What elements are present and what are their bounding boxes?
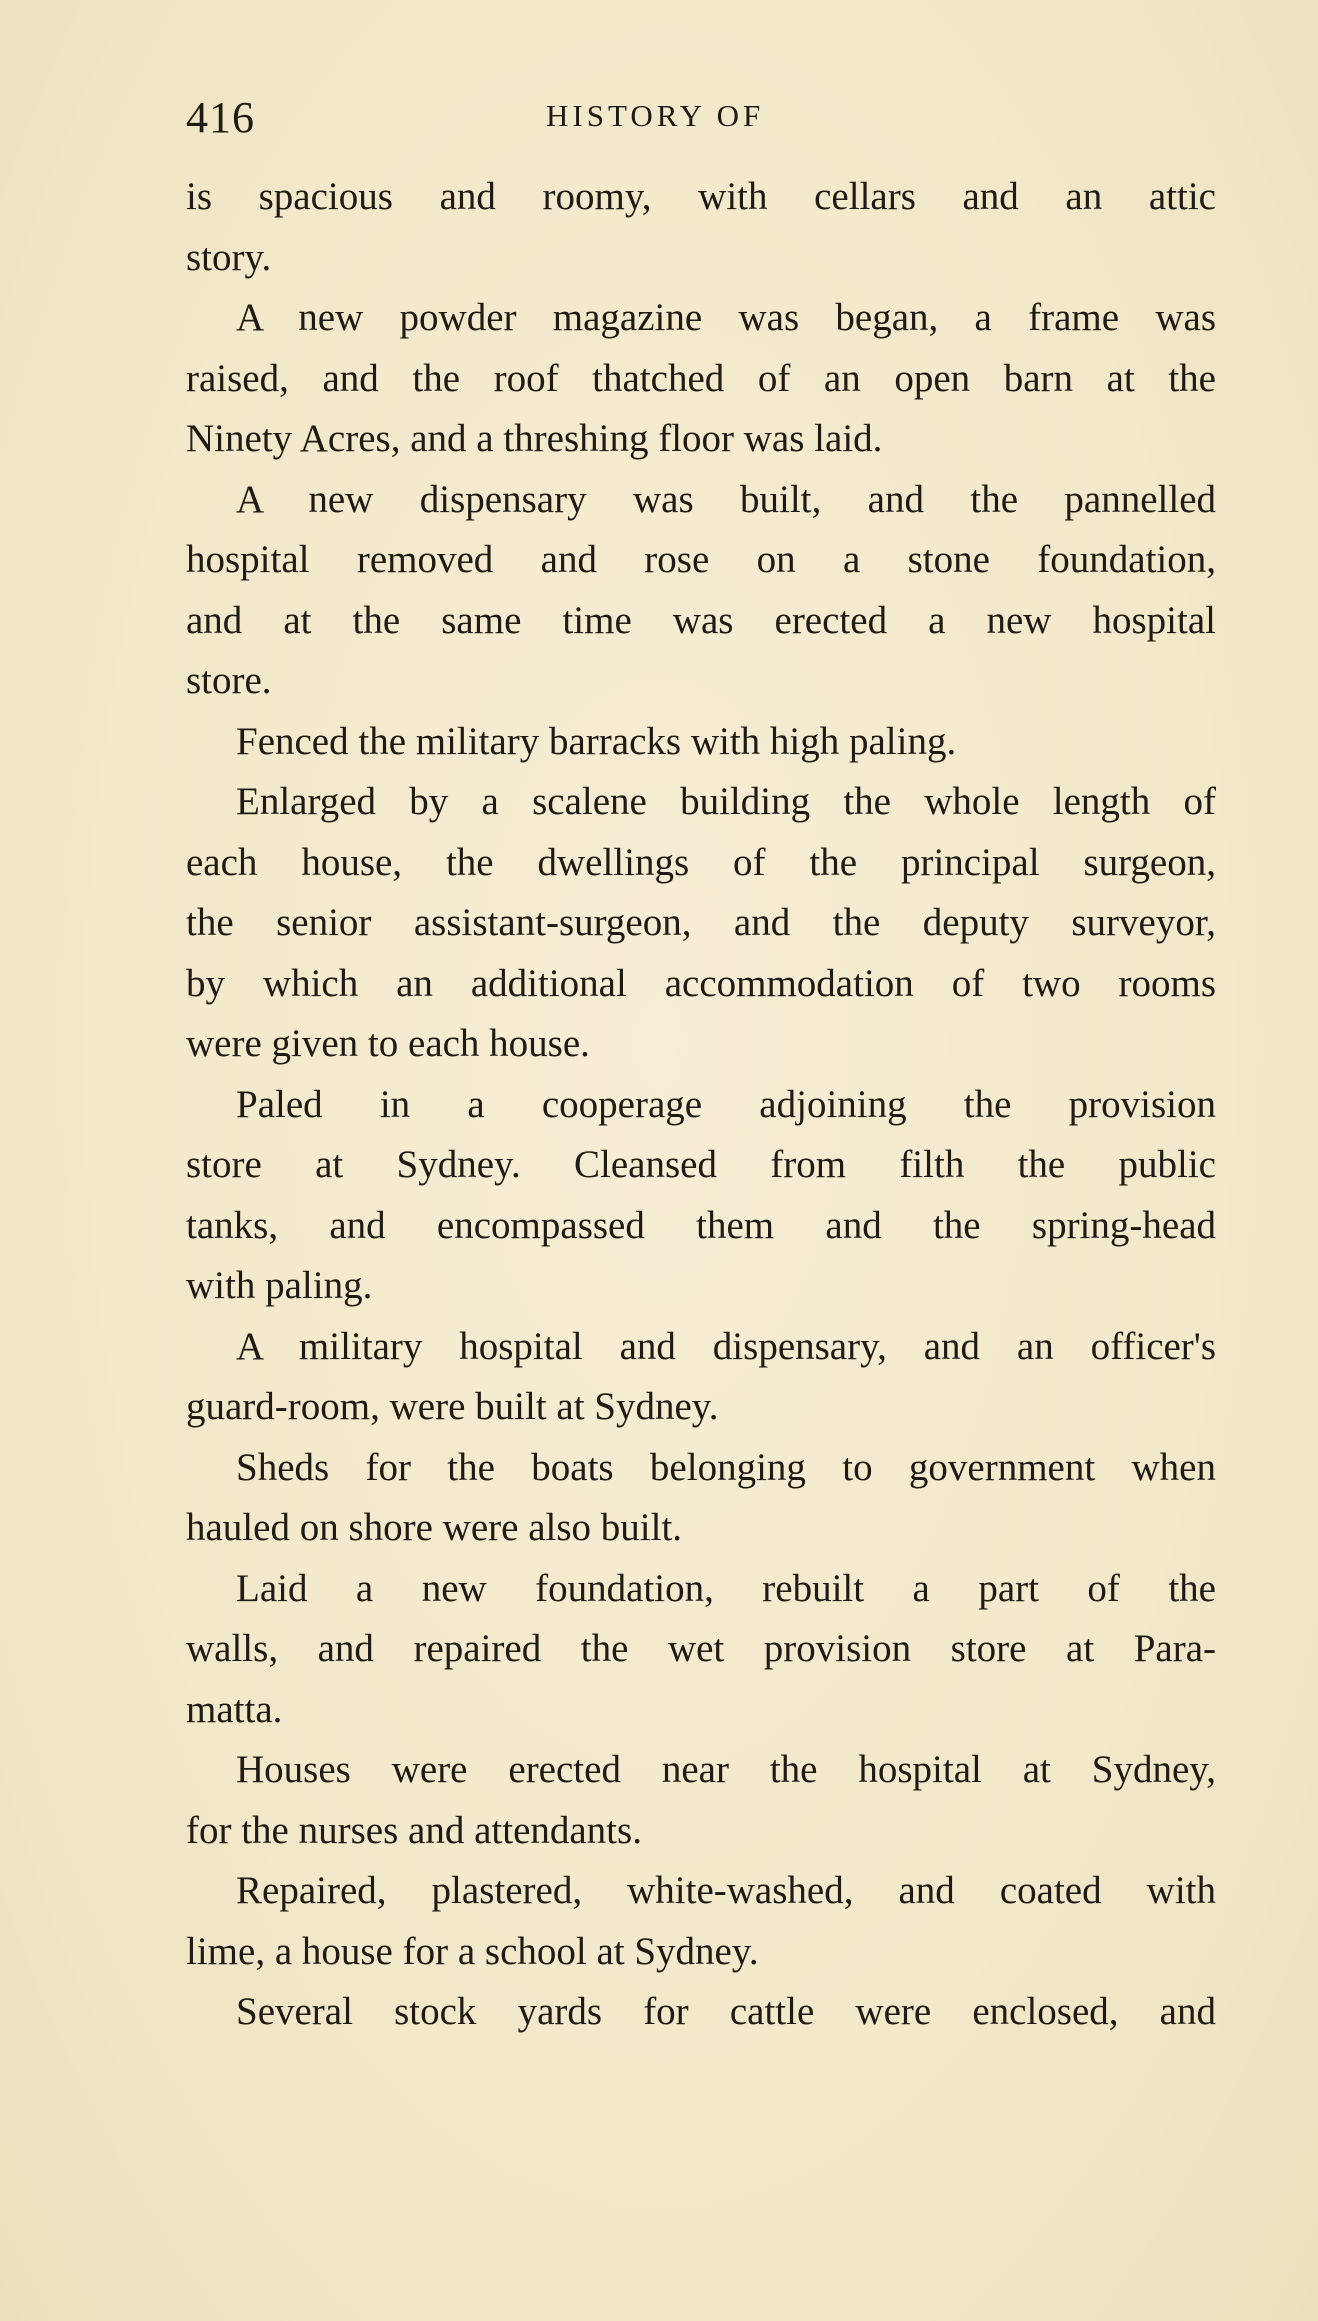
text-line: store at Sydney. Cleansed from filth the public [186,1143,1216,1186]
text-line: guard-room, were built at Sydney. [186,1385,719,1428]
text-line: with paling. [186,1264,373,1307]
text-line: is spacious and roomy, with cellars and an attic [186,175,1216,218]
text-line: hospital removed and rose on a stone foundation, [186,538,1216,581]
text-line: hauled on shore were also built. [186,1506,683,1549]
running-title: HISTORY OF [546,98,765,133]
text-line: each house, the dwellings of the principal surgeon, [186,840,1216,884]
text-line: for the nurses and attendants. [186,1808,642,1852]
text-line: story. [186,235,272,279]
text-line: walls, and repaired the wet provision store at Para- [186,1627,1216,1670]
text-line: tanks, and encompassed them and the spring-head [186,1203,1216,1247]
text-line: A new dispensary was built, and the pannelled [236,477,1216,521]
text-line: Repaired, plastered, white-washed, and coated with [236,1869,1216,1912]
text-line: Paled in a cooperage adjoining the provision [236,1082,1216,1126]
text-line: and at the same time was erected a new hospital [186,598,1216,642]
text-line: A military hospital and dispensary, and an officer's [236,1324,1216,1368]
text-line: matta. [186,1687,283,1731]
text-line: were given to each house. [186,1022,590,1065]
text-line: the senior assistant-surgeon, and the deputy surveyor, [186,901,1216,944]
text-line: A new powder magazine was began, a frame was [236,296,1216,339]
page-number: 416 [186,93,255,142]
text-line: Sheds for the boats belonging to government when [236,1445,1216,1489]
body-text [186,167,1216,2043]
text-line: Fenced the military barracks with high paling. [236,719,957,763]
text-line: store. [186,659,272,702]
running-head [186,92,1216,142]
text-line: Several stock yards for cattle were enclosed, and [236,1990,1216,2033]
text-line: Ninety Acres, and a threshing floor was laid. [186,417,883,460]
text-line: Houses were erected near the hospital at Sydney, [236,1748,1216,1791]
text-line: lime, a house for a school at Sydney. [186,1929,759,1973]
text-line: Enlarged by a scalene building the whole length of [236,780,1216,823]
text-line: raised, and the roof thatched of an open barn at the [186,356,1216,400]
text-line: Laid a new foundation, rebuilt a part of the [236,1566,1216,1610]
text-line: by which an additional accommodation of two rooms [186,961,1216,1005]
